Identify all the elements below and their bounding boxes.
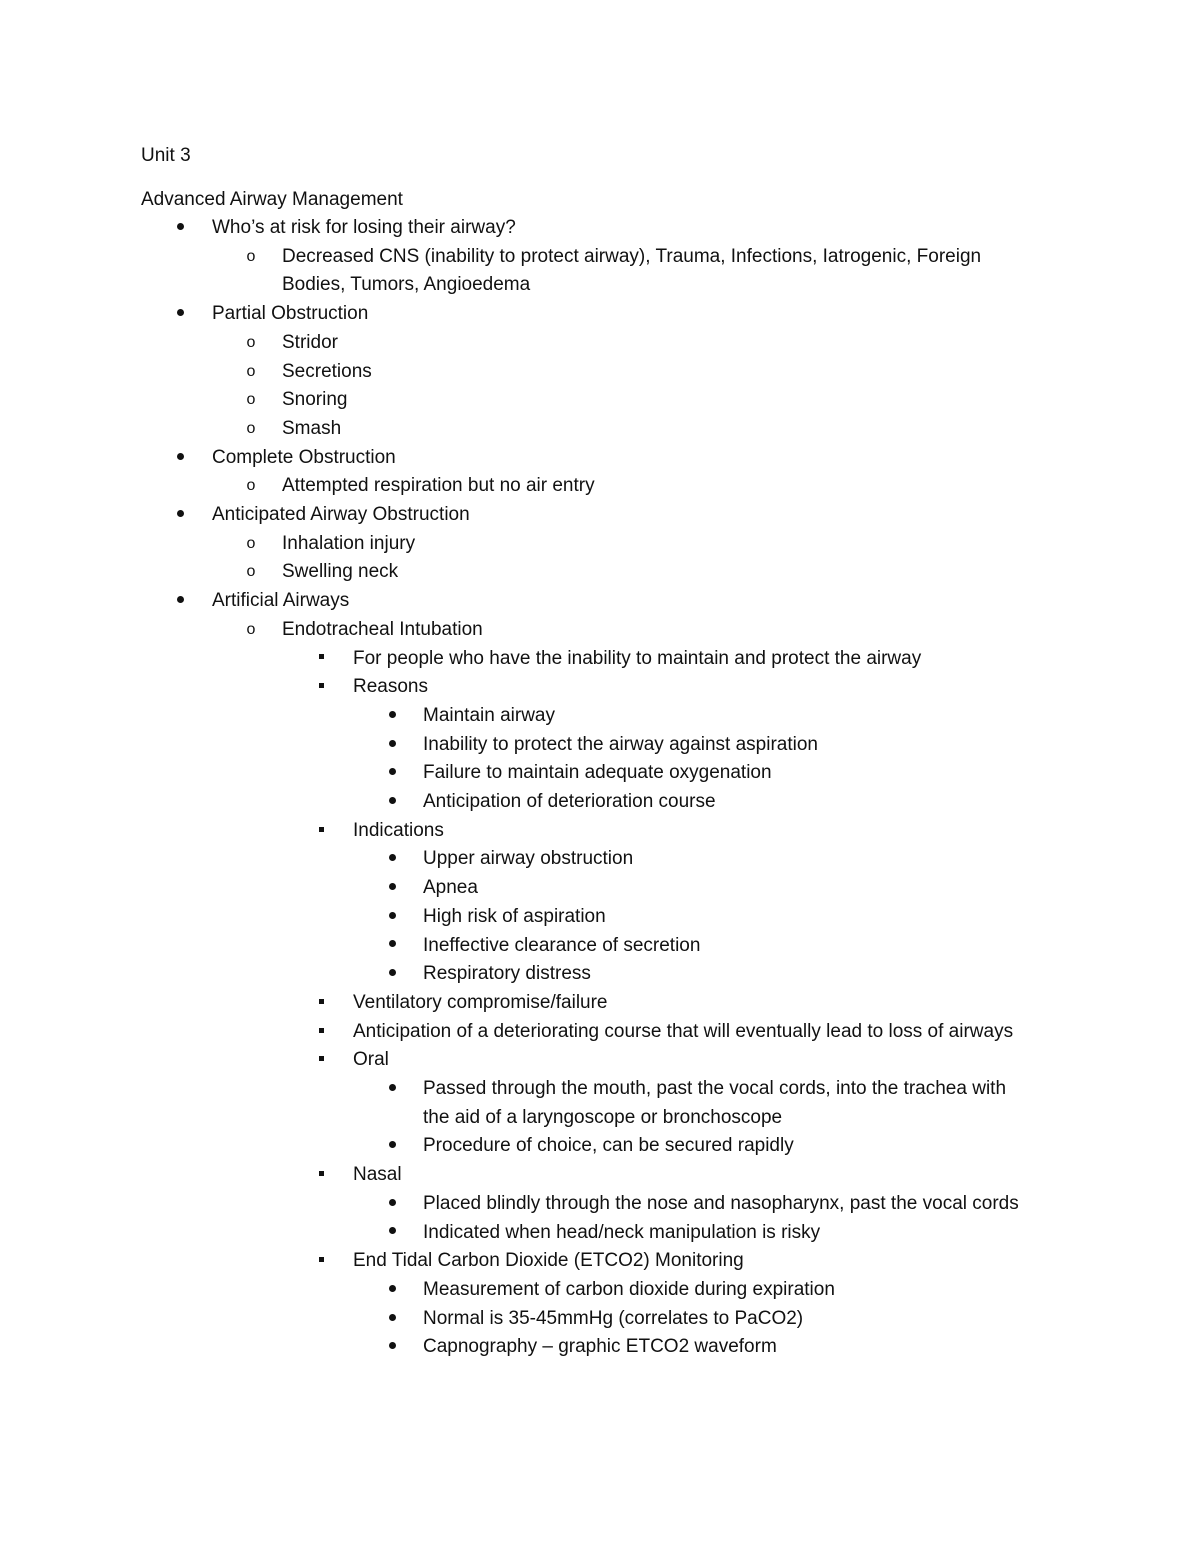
circle-bullet-icon: o	[246, 477, 256, 495]
bullet-icon	[382, 903, 402, 931]
square-bullet-icon	[311, 989, 331, 1017]
bullet-icon	[382, 702, 402, 730]
list-item-text: Complete Obstruction	[212, 446, 396, 468]
square-bullet-icon	[311, 673, 331, 701]
list-item-text: Respiratory distress	[423, 963, 591, 985]
list-item-text: Who’s at risk for losing their airway?	[212, 217, 516, 238]
list-item-text: Partial Obstruction	[212, 303, 369, 325]
bullet-icon	[382, 874, 402, 902]
list-item-text: Reasons	[353, 676, 428, 698]
list-item-text: Snoring	[282, 389, 348, 411]
bullet-icon	[382, 788, 402, 816]
unit-title-text: Unit 3	[141, 145, 191, 166]
list-item-text: Measurement of carbon dioxide during expiration	[423, 1278, 835, 1300]
bullet-icon	[382, 1132, 402, 1160]
bullet-icon	[382, 759, 402, 787]
list-item-text: Normal is 35-45mmHg (correlates to PaCO2)	[423, 1307, 804, 1329]
circle-bullet-icon: o	[246, 247, 256, 265]
bullet-icon	[382, 1219, 402, 1247]
list-item-text: Decreased CNS (inability to protect airway), Trauma, Infections, Iatrogenic, Foreign	[282, 245, 982, 267]
circle-bullet-icon: o	[246, 534, 256, 552]
list-item-text: Ventilatory compromise/failure	[353, 991, 608, 1013]
list-item-text: Secretions	[282, 360, 372, 382]
list-item-text: End Tidal Carbon Dioxide (ETCO2) Monitoring	[353, 1250, 744, 1272]
square-bullet-icon	[311, 645, 331, 673]
list-item-text: Indicated when head/neck manipulation is risky	[423, 1221, 821, 1243]
list-item-text: For people who have the inability to maintain and protect the airway	[353, 647, 922, 669]
list-item-text: Maintain airway	[423, 704, 555, 726]
circle-bullet-icon: o	[246, 391, 256, 409]
square-bullet-icon	[311, 1161, 331, 1189]
list-item-text: Endotracheal Intubation	[282, 618, 483, 640]
list-item-text: Oral	[353, 1049, 389, 1071]
list-item-text: Bodies, Tumors, Angioedema	[282, 274, 531, 296]
list-item-text: Anticipation of a deteriorating course that will eventually lead to loss of airways	[353, 1020, 1014, 1042]
bullet-icon	[382, 960, 402, 988]
bullet-icon	[382, 731, 402, 759]
bullet-icon	[382, 845, 402, 873]
list-item-text: the aid of a laryngoscope or bronchoscope	[423, 1106, 783, 1128]
list-item-text: Smash	[282, 417, 342, 439]
section-title-text: Advanced Airway Management	[141, 189, 403, 210]
bullet-icon	[382, 1075, 402, 1103]
bullet-icon	[382, 1305, 402, 1333]
square-bullet-icon	[311, 1046, 331, 1074]
square-bullet-icon	[311, 1018, 331, 1046]
list-item-text: Ineffective clearance of secretion	[423, 934, 701, 956]
list-item-text: Apnea	[423, 877, 478, 899]
bullet-icon	[382, 1190, 402, 1218]
circle-bullet-icon: o	[246, 620, 256, 638]
bullet-icon	[382, 1276, 402, 1304]
list-item-text: Swelling neck	[282, 561, 399, 583]
list-item-text: Procedure of choice, can be secured rapidly	[423, 1135, 794, 1157]
list-item-text: Artificial Airways	[212, 590, 350, 612]
list-item-text: Attempted respiration but no air entry	[282, 475, 595, 497]
circle-bullet-icon: o	[246, 333, 256, 351]
list-item-text: Upper airway obstruction	[423, 848, 634, 870]
square-bullet-icon	[311, 1247, 331, 1275]
list-item-text: Anticipated Airway Obstruction	[212, 504, 470, 525]
bullet-icon	[170, 300, 190, 328]
list-item-text: Inhalation injury	[282, 532, 416, 554]
list-item-text: Failure to maintain adequate oxygenation	[423, 762, 772, 784]
bullet-icon	[382, 1333, 402, 1361]
bullet-icon	[170, 501, 190, 529]
list-item-text: Capnography – graphic ETCO2 waveform	[423, 1336, 777, 1358]
bullet-icon	[170, 444, 190, 472]
circle-bullet-icon: o	[246, 419, 256, 437]
bullet-icon	[170, 214, 190, 242]
circle-bullet-icon: o	[246, 362, 256, 380]
list-item-text: Nasal	[353, 1164, 402, 1186]
list-item-text: Passed through the mouth, past the vocal cords, into the trachea with	[423, 1078, 1007, 1099]
bullet-icon	[170, 587, 190, 615]
square-bullet-icon	[311, 817, 331, 845]
bullet-icon	[382, 932, 402, 960]
circle-bullet-icon: o	[246, 563, 256, 581]
list-item-text: Indications	[353, 819, 444, 841]
list-item-text: Stridor	[282, 331, 338, 353]
list-item-text: Inability to protect the airway against aspiration	[423, 733, 818, 755]
list-item-text: Placed blindly through the nose and nasopharynx, past the vocal cords	[423, 1192, 1019, 1214]
list-item-text: Anticipation of deterioration course	[423, 791, 716, 812]
list-item-text: High risk of aspiration	[423, 905, 606, 927]
